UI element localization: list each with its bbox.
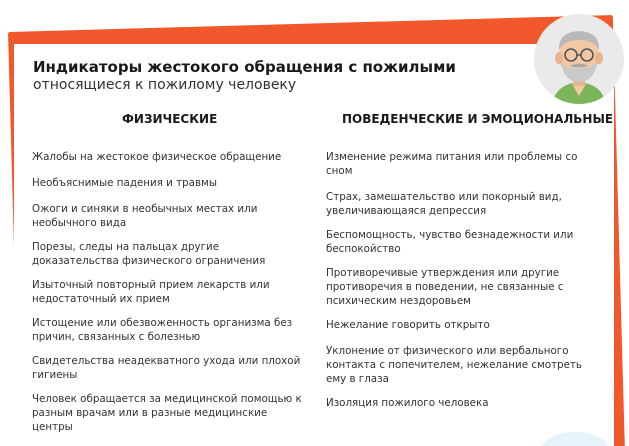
list-item: Истощение или обезвоженность организма без причин, связанных с болезнью [32,317,293,343]
list-item: Ожоги и синяки в необычных местах или необычного вида [32,203,258,229]
page-title: Индикаторы жестокого обращения с пожилыми [33,58,456,76]
list-item: Человек обращается за медицинской помощью к разным врачам или в разные медицинские центры [32,393,302,433]
behavioral-column-heading: ПОВЕДЕНЧЕСКИЕ И ЭМОЦИОНАЛЬНЫЕ [342,112,614,126]
list-item: Противоречивые утверждения или другие противоречия в поведении, не связанные с психическим нездоровьем [326,267,564,307]
page-subtitle: относящиеся к пожилому человеку [33,77,297,93]
behavioral-indicators-list [326,150,602,420]
list-item: Изоляция пожилого человека [326,397,489,409]
list-item: Жалобы на жестокое физическое обращение [32,151,282,163]
physical-indicators-list [32,150,304,444]
list-item: Порезы, следы на пальцах другие доказательства физического ограничения [32,241,266,267]
list-item: Уклонение от физического или вербального контакта с попечителем, нежелание смотреть ему в глаза [326,345,582,385]
elderly-man-avatar-icon [534,14,624,104]
list-item: Нежелание говорить открыто [326,319,490,331]
physical-column-heading: ФИЗИЧЕСКИЕ [122,112,218,126]
list-item: Страх, замешательство или покорный вид, увеличивающаяся депрессия [326,191,562,217]
list-item: Изыточный повторный прием лекарств или недостаточный их прием [32,279,270,305]
list-item: Свидетельства неадекватного ухода или плохой гигиены [32,355,301,381]
list-item: Изменение режима питания или проблемы со сном [326,151,578,177]
list-item: Необъяснимые падения и травмы [32,177,217,189]
list-item: Беспомощность, чувство безнадежности или беспокойство [326,229,574,255]
